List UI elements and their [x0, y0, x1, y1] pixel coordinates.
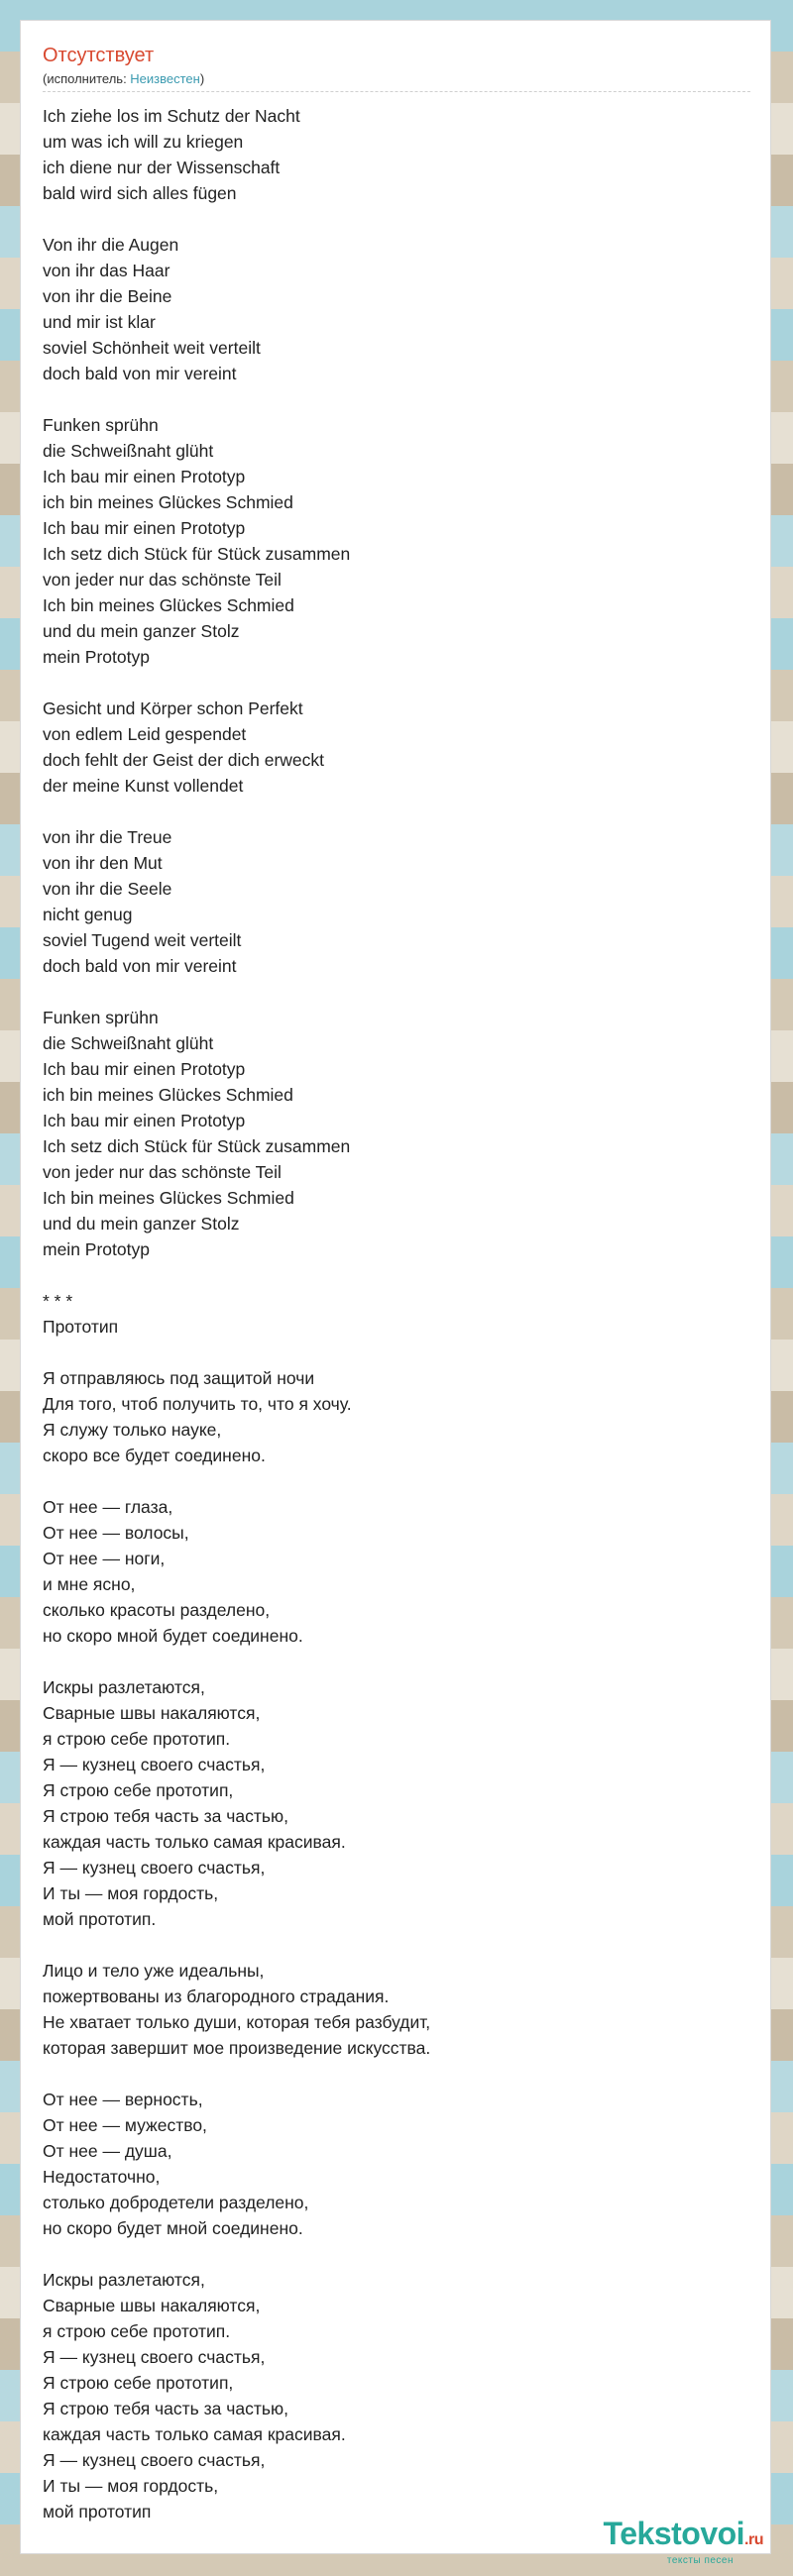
lyric-line: Von ihr die Augen — [43, 235, 179, 255]
lyrics-stanza — [43, 412, 750, 670]
lyric-line: Прототип — [43, 1317, 119, 1337]
artist-link[interactable]: Неизвестен — [130, 71, 200, 86]
lyric-line: von jeder nur das schönste Teil — [43, 1162, 282, 1182]
lyric-line: von ihr die Beine — [43, 286, 172, 306]
lyric-line: но скоро будет мной соединено. — [43, 2218, 303, 2238]
lyric-line: doch bald von mir vereint — [43, 956, 237, 976]
lyric-line: И ты — моя гордость, — [43, 1883, 219, 1903]
lyric-line: der meine Kunst vollendet — [43, 776, 244, 796]
logo-name: Tekstovoi — [603, 2516, 745, 2551]
lyric-line: От нее — ноги, — [43, 1549, 166, 1568]
lyrics-stanza — [43, 1494, 750, 1649]
lyric-line: Я отправляюсь под защитой ночи — [43, 1368, 315, 1388]
lyric-line: Ich bau mir einen Prototyp — [43, 1111, 246, 1130]
song-header — [43, 43, 750, 92]
artist-line — [43, 70, 750, 92]
lyric-line: Я — кузнец своего счастья, — [43, 1755, 266, 1774]
lyrics-stanza — [43, 1365, 750, 1468]
lyric-line: каждая часть только самая красивая. — [43, 2424, 346, 2444]
lyric-line: которая завершит мое произведение искусства. — [43, 2038, 431, 2058]
lyrics-stanza — [43, 824, 750, 979]
lyric-line: Я строю себе прототип, — [43, 1780, 234, 1800]
lyric-line: Ich setz dich Stück für Stück zusammen — [43, 544, 351, 564]
lyric-line: von ihr den Mut — [43, 853, 163, 873]
lyric-line: Я — кузнец своего счастья, — [43, 2347, 266, 2367]
lyric-line: скоро все будет соединено. — [43, 1446, 266, 1465]
lyrics-stanza — [43, 1288, 750, 1340]
lyric-line: Лицо и тело уже идеальны, — [43, 1961, 265, 1981]
lyric-line: я строю себе прототип. — [43, 1729, 231, 1749]
artist-suffix: ) — [199, 71, 205, 86]
lyric-line: Funken sprühn — [43, 415, 159, 435]
lyric-line: von ihr die Treue — [43, 827, 172, 847]
lyric-line: und du mein ganzer Stolz — [43, 1214, 240, 1234]
lyric-line: Для того, чтоб получить то, что я хочу. — [43, 1394, 352, 1414]
lyric-line: мой прототип — [43, 2502, 152, 2522]
lyric-line: um was ich will zu kriegen — [43, 132, 244, 152]
lyric-line: Я строю тебя часть за частью, — [43, 2399, 288, 2418]
lyric-line: * * * — [43, 1291, 73, 1311]
lyric-line: я строю себе прототип. — [43, 2321, 231, 2341]
lyric-line: Я строю себе прототип, — [43, 2373, 234, 2393]
lyric-line: ich diene nur der Wissenschaft — [43, 158, 281, 177]
lyric-line: Я — кузнец своего счастья, — [43, 1858, 266, 1878]
lyric-line: Ich setz dich Stück für Stück zusammen — [43, 1136, 351, 1156]
lyric-line: Ich bin meines Glückes Schmied — [43, 595, 294, 615]
lyric-line: bald wird sich alles fügen — [43, 183, 237, 203]
lyric-line: От нее — волосы, — [43, 1523, 189, 1543]
lyric-line: und du mein ganzer Stolz — [43, 621, 240, 641]
lyric-line: Недостаточно, — [43, 2167, 161, 2187]
lyric-line: Искры разлетаются, — [43, 2270, 205, 2290]
lyric-line: и мне ясно, — [43, 1574, 136, 1594]
lyric-line: die Schweißnaht glüht — [43, 1033, 214, 1053]
lyric-line: От нее — мужество, — [43, 2115, 207, 2135]
lyrics-stanza — [43, 1674, 750, 1932]
lyric-line: Ich ziehe los im Schutz der Nacht — [43, 106, 300, 126]
lyric-line: und mir ist klar — [43, 312, 156, 332]
lyrics-stanza — [43, 2087, 750, 2241]
lyric-line: Сварные швы накаляются, — [43, 1703, 261, 1723]
lyric-line: Ich bin meines Glückes Schmied — [43, 1188, 294, 1208]
lyric-line: мой прототип. — [43, 1909, 157, 1929]
lyric-line: von ihr die Seele — [43, 879, 172, 899]
lyric-line: Я строю тебя часть за частью, — [43, 1806, 288, 1826]
lyric-line: von jeder nur das schönste Teil — [43, 570, 282, 590]
logo-tagline: тексты песен — [666, 2555, 734, 2566]
lyrics-stanza — [43, 1005, 750, 1262]
lyric-line: mein Prototyp — [43, 647, 150, 667]
lyric-line: От нее — верность, — [43, 2090, 203, 2109]
lyric-line: von ihr das Haar — [43, 261, 170, 280]
lyric-line: die Schweißnaht glüht — [43, 441, 214, 461]
lyrics-card — [20, 20, 771, 2554]
lyric-line: Не хватает только души, которая тебя разбудит, — [43, 2012, 431, 2032]
lyric-line: Искры разлетаются, — [43, 1677, 205, 1697]
lyric-line: Gesicht und Körper schon Perfekt — [43, 698, 303, 718]
lyric-line: От нее — глаза, — [43, 1497, 173, 1517]
lyric-line: nicht genug — [43, 905, 133, 924]
lyrics-stanza — [43, 696, 750, 799]
lyric-line: soviel Tugend weit verteilt — [43, 930, 242, 950]
lyric-line: Ich bau mir einen Prototyp — [43, 1059, 246, 1079]
site-logo[interactable] — [604, 2517, 763, 2566]
artist-prefix: (исполнитель: — [43, 71, 131, 86]
lyric-line: И ты — моя гордость, — [43, 2476, 219, 2496]
lyric-line: mein Prototyp — [43, 1239, 150, 1259]
lyric-line: каждая часть только самая красивая. — [43, 1832, 346, 1852]
lyric-line: Funken sprühn — [43, 1008, 159, 1027]
song-title: Отсутствует — [43, 45, 155, 66]
lyric-line: soviel Schönheit weit verteilt — [43, 338, 261, 358]
lyric-line: Я служу только науке, — [43, 1420, 222, 1440]
lyrics-stanza — [43, 1958, 750, 2061]
lyric-line: но скоро мной будет соединено. — [43, 1626, 303, 1646]
lyric-line: von edlem Leid gespendet — [43, 724, 247, 744]
lyrics-stanza — [43, 103, 750, 206]
lyrics-stanza — [43, 2267, 750, 2524]
lyric-line: От нее — душа, — [43, 2141, 172, 2161]
lyric-line: ich bin meines Glückes Schmied — [43, 492, 293, 512]
lyric-line: Я — кузнец своего счастья, — [43, 2450, 266, 2470]
lyric-line: Ich bau mir einen Prototyp — [43, 467, 246, 486]
lyric-line: столько добродетели разделено, — [43, 2193, 309, 2212]
lyric-line: Сварные швы накаляются, — [43, 2296, 261, 2315]
lyric-line: ich bin meines Glückes Schmied — [43, 1085, 293, 1105]
lyric-line: doch bald von mir vereint — [43, 364, 237, 383]
lyric-line: doch fehlt der Geist der dich erweckt — [43, 750, 325, 770]
lyric-line: сколько красоты разделено, — [43, 1600, 271, 1620]
lyric-line: Ich bau mir einen Prototyp — [43, 518, 246, 538]
lyrics-stanza — [43, 232, 750, 386]
lyrics-body — [43, 103, 750, 2550]
logo-tld: .ru — [744, 2531, 763, 2548]
lyric-line: пожертвованы из благородного страдания. — [43, 1986, 390, 2006]
